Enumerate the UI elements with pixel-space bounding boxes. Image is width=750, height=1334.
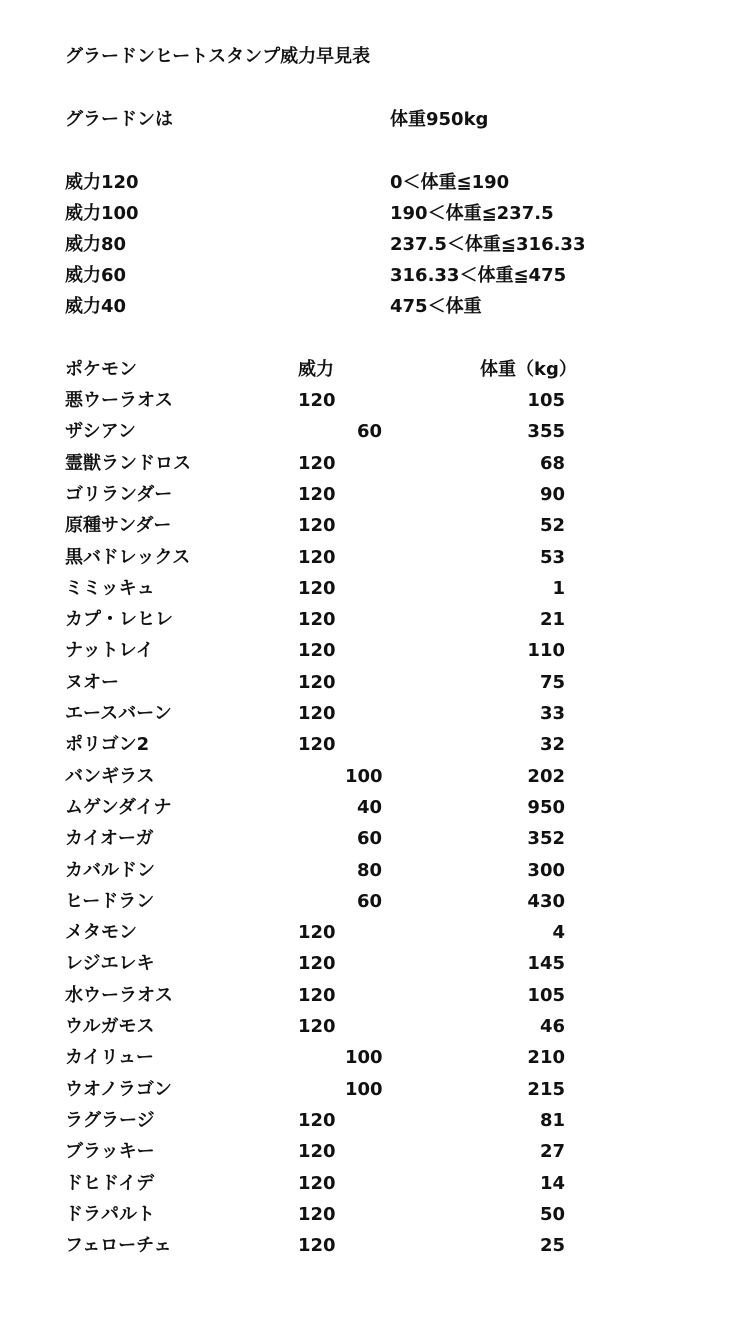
pokemon-name: ウルガモス [65, 1016, 155, 1037]
power-rule-range: 316.33＜体重≦475 [390, 265, 567, 286]
pokemon-weight: 1 [552, 577, 565, 599]
pokemon-name: 悪ウーラオス [65, 390, 173, 411]
table-row [0, 671, 750, 699]
intro-left: グラードンは [65, 109, 173, 130]
pokemon-power: 120 [298, 577, 336, 599]
pokemon-power: 120 [298, 1203, 336, 1225]
pokemon-power: 120 [298, 452, 336, 474]
page-title: グラードンヒートスタンプ威力早見表 [65, 46, 371, 67]
header-power: 威力 [298, 359, 334, 380]
pokemon-name: ラグラージ [65, 1109, 155, 1131]
pokemon-weight: 110 [527, 640, 565, 662]
header-weight: 体重（kg） [480, 359, 577, 380]
pokemon-name: カイオーガ [65, 828, 154, 850]
table-row [0, 608, 750, 636]
pokemon-name: カバルドン [65, 859, 155, 881]
pokemon-name: ドヒドイデ [65, 1172, 155, 1194]
pokemon-weight: 352 [527, 828, 565, 850]
table-row [0, 577, 750, 605]
power-rule-power: 威力40 [65, 296, 127, 317]
pokemon-power: 120 [298, 1109, 336, 1131]
pokemon-power: 120 [298, 671, 336, 693]
pokemon-name: ナットレイ [65, 640, 154, 662]
pokemon-weight: 27 [539, 1141, 565, 1163]
pokemon-power: 120 [298, 515, 336, 537]
pokemon-power: 60 [356, 828, 382, 850]
pokemon-name: エースバーン [65, 703, 172, 724]
table-row [0, 984, 750, 1012]
pokemon-name: ヌオー [65, 671, 119, 693]
pokemon-power: 120 [298, 1141, 336, 1163]
pokemon-weight: 25 [539, 1235, 565, 1257]
table-row [0, 420, 750, 448]
pokemon-name: カプ・レヒレ [65, 609, 173, 631]
pokemon-weight: 50 [539, 1203, 565, 1225]
pokemon-name: ゴリランダー [65, 483, 173, 505]
power-rule-range: 475＜体重 [390, 296, 482, 317]
pokemon-power: 60 [356, 421, 382, 443]
pokemon-weight: 105 [527, 390, 565, 411]
pokemon-power: 40 [356, 796, 382, 818]
pokemon-power: 100 [345, 1078, 383, 1100]
pokemon-name: 霊獣ランドロス [65, 452, 191, 474]
power-rule-power: 威力100 [65, 203, 139, 224]
intro-right: 体重950kg [390, 109, 489, 130]
pokemon-power: 100 [345, 765, 383, 787]
table-row [0, 921, 750, 949]
table-row [0, 389, 750, 417]
pokemon-weight: 202 [527, 765, 565, 787]
pokemon-name: 黒バドレックス [65, 546, 191, 568]
pokemon-weight: 430 [527, 890, 565, 912]
pokemon-weight: 215 [527, 1078, 565, 1100]
table-header [0, 358, 750, 386]
table-row [0, 796, 750, 824]
power-rule-power: 威力120 [65, 172, 139, 193]
table-row [0, 702, 750, 730]
pokemon-weight: 33 [539, 703, 565, 724]
table-row [0, 1234, 750, 1262]
pokemon-name: ヒードラン [65, 890, 155, 912]
pokemon-name: カイリュー [65, 1047, 154, 1069]
pokemon-power: 120 [298, 640, 336, 662]
pokemon-weight: 81 [539, 1109, 565, 1131]
pokemon-name: ブラッキー [65, 1141, 155, 1163]
pokemon-power: 120 [298, 1172, 336, 1194]
pokemon-weight: 145 [527, 953, 565, 975]
table-row [0, 1109, 750, 1137]
table-row [0, 452, 750, 480]
pokemon-name: 水ウーラオス [65, 984, 173, 1006]
pokemon-name: フェローチェ [65, 1235, 172, 1257]
pokemon-weight: 52 [539, 515, 565, 537]
table-row [0, 859, 750, 887]
pokemon-power: 120 [298, 984, 336, 1006]
pokemon-weight: 105 [527, 984, 565, 1006]
pokemon-weight: 32 [539, 734, 565, 756]
pokemon-weight: 355 [527, 421, 565, 443]
table-row [0, 765, 750, 793]
pokemon-weight: 90 [539, 483, 565, 505]
pokemon-power: 120 [298, 390, 336, 411]
pokemon-weight: 210 [527, 1047, 565, 1069]
power-rule-power: 威力60 [65, 265, 127, 286]
table-row [0, 952, 750, 980]
power-rule-range: 190＜体重≦237.5 [390, 203, 554, 224]
pokemon-weight: 21 [539, 609, 565, 631]
pokemon-name: メタモン [65, 922, 137, 944]
table-row [0, 827, 750, 855]
pokemon-power: 120 [298, 1016, 336, 1037]
pokemon-name: ドラパルト [65, 1203, 155, 1225]
pokemon-name: ミミッキュ [65, 577, 155, 599]
pokemon-power: 120 [298, 609, 336, 631]
pokemon-weight: 14 [539, 1172, 565, 1194]
table-row [0, 1172, 750, 1200]
table-row [0, 639, 750, 667]
power-rule-range: 0＜体重≦190 [390, 172, 510, 193]
table-row [0, 1140, 750, 1168]
pokemon-weight: 46 [539, 1016, 565, 1037]
pokemon-name: 原種サンダー [65, 515, 172, 537]
table-row [0, 514, 750, 542]
pokemon-weight: 75 [539, 671, 565, 693]
pokemon-power: 120 [298, 703, 336, 724]
power-rule-power: 威力80 [65, 234, 127, 255]
pokemon-weight: 4 [552, 922, 565, 944]
table-row [0, 1078, 750, 1106]
table-row [0, 733, 750, 761]
table-row [0, 546, 750, 574]
pokemon-power: 120 [298, 546, 336, 568]
pokemon-power: 120 [298, 483, 336, 505]
pokemon-weight: 300 [527, 859, 565, 881]
pokemon-power: 60 [356, 890, 382, 912]
pokemon-power: 120 [298, 734, 336, 756]
table-row [0, 890, 750, 918]
pokemon-power: 120 [298, 953, 336, 975]
power-rule-range: 237.5＜体重≦316.33 [390, 234, 586, 255]
pokemon-name: レジエレキ [65, 953, 155, 975]
pokemon-power: 120 [298, 1235, 336, 1257]
pokemon-power: 120 [298, 922, 336, 944]
table-row [0, 1203, 750, 1231]
pokemon-weight: 53 [539, 546, 565, 568]
pokemon-power: 100 [345, 1047, 383, 1069]
table-row [0, 1046, 750, 1074]
header-name: ポケモン [65, 359, 137, 380]
pokemon-name: ザシアン [65, 421, 136, 443]
pokemon-weight: 68 [539, 452, 565, 474]
pokemon-name: バンギラス [65, 765, 155, 787]
pokemon-name: ポリゴン2 [65, 734, 150, 756]
table-row [0, 1015, 750, 1043]
table-row [0, 483, 750, 511]
pokemon-weight: 950 [527, 796, 565, 818]
pokemon-name: ウオノラゴン [65, 1078, 172, 1100]
pokemon-name: ムゲンダイナ [65, 796, 172, 818]
pokemon-power: 80 [356, 859, 382, 881]
